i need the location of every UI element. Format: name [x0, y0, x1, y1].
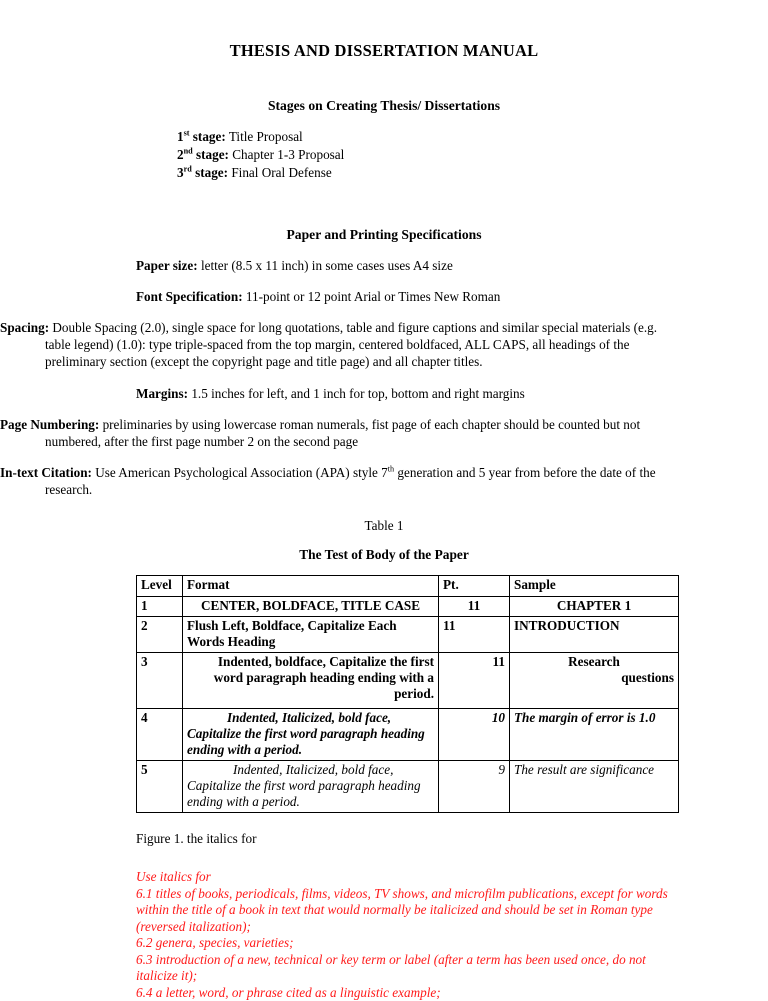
italics-note-line: 6.3 introduction of a new, technical or key term or label (after a term has been used once, do not italicize it);	[136, 951, 646, 984]
spec-label: Page Numbering:	[0, 416, 100, 432]
cell-sample: The result are significance	[510, 761, 679, 813]
cell-format: Flush Left, Boldface, Capitalize Each Words Heading	[183, 616, 439, 652]
body-format-table	[136, 575, 679, 813]
spec-spacing	[0, 319, 768, 370]
table-header-pt: Pt.	[439, 576, 510, 596]
stage-value: Final Oral Defense	[231, 164, 332, 180]
cell-level: 4	[137, 708, 183, 760]
table-row	[137, 616, 679, 652]
italics-note-line: Use italics for	[136, 869, 211, 885]
stage-ordinal-suffix: nd	[183, 146, 193, 156]
spec-label: Paper size:	[136, 257, 198, 273]
cell-level: 1	[137, 596, 183, 616]
cell-pt: 11	[439, 616, 510, 652]
spec-value: preliminaries by using lowercase roman numerals, fist page of each chapter should be counted but not numbered, after the first page number 2 on the second page	[45, 416, 641, 449]
cell-format: Indented, boldface, Capitalize the first word paragraph heading ending with a period.	[183, 652, 439, 708]
cell-level: 5	[137, 761, 183, 813]
spec-label: Spacing:	[0, 320, 50, 336]
citation-superscript: th	[387, 464, 395, 474]
stage-label: stage:	[192, 129, 226, 144]
table-header-format: Format	[183, 576, 439, 596]
spec-label: In-text Citation:	[0, 465, 92, 481]
table-row	[137, 708, 679, 760]
table-row	[137, 761, 679, 813]
stage-item	[177, 128, 768, 146]
spec-margins	[0, 385, 768, 402]
cell-sample-line2: questions	[621, 669, 674, 685]
cell-format: Indented, Italicized, bold face, Capitalize the first word paragraph heading ending with a period.	[183, 708, 439, 760]
stage-ordinal: 1	[177, 129, 184, 144]
cell-sample: The margin of error is 1.0	[510, 708, 679, 760]
stage-ordinal-suffix: rd	[183, 164, 192, 174]
stage-label: stage:	[195, 146, 229, 162]
spec-citation	[0, 464, 768, 498]
table-header-row	[137, 576, 679, 596]
italics-note-line: 6.2 genera, species, varieties;	[136, 935, 294, 951]
cell-sample-line1: Research	[568, 653, 620, 669]
cell-format: Indented, Italicized, bold face, Capitalize the first word paragraph heading ending with a period.	[183, 761, 439, 813]
stage-ordinal: 2	[177, 146, 184, 162]
stage-value: Title Proposal	[228, 129, 303, 144]
spec-label: Margins:	[136, 385, 189, 401]
cell-format: CENTER, BOLDFACE, TITLE CASE	[183, 596, 439, 616]
spec-value-b: generation and 5 year from before the date of the research.	[45, 465, 656, 498]
cell-level: 2	[137, 616, 183, 652]
cell-pt: 11	[439, 652, 510, 708]
cell-level: 3	[137, 652, 183, 708]
stage-item	[177, 146, 768, 164]
spec-value: Double Spacing (2.0), single space for long quotations, table and figure captions and similar special materials (e.g. table legend) (1.0): type triple-spaced from the top margin, centered boldfaced, ALL CAPS, all headings of the preliminary section (except the copyright page and title page) and all chapter titles.	[45, 320, 658, 370]
stage-ordinal: 3	[177, 164, 184, 180]
spec-paper-size	[0, 257, 768, 274]
table-header-sample: Sample	[510, 576, 679, 596]
spec-font	[0, 288, 768, 305]
spec-value: 1.5 inches for left, and 1 inch for top, bottom and right margins	[191, 385, 525, 401]
italics-note-block	[136, 869, 768, 1001]
cell-sample: CHAPTER 1	[510, 596, 679, 616]
cell-sample	[510, 652, 679, 708]
figure-caption: Figure 1. the italics for	[136, 831, 257, 847]
table-row	[137, 652, 679, 708]
table-header-level: Level	[137, 576, 183, 596]
specifications-heading: Paper and Printing Specifications	[286, 226, 482, 242]
table-caption-title: The Test of Body of the Paper	[299, 547, 469, 563]
page-title: THESIS AND DISSERTATION MANUAL	[229, 41, 539, 60]
spec-value: 11-point or 12 point Arial or Times New Roman	[245, 289, 501, 305]
spec-page-numbering	[0, 416, 768, 450]
stage-value: Chapter 1-3 Proposal	[232, 146, 345, 162]
stage-item	[177, 164, 768, 182]
cell-pt: 10	[439, 708, 510, 760]
table-caption-number: Table 1	[364, 518, 404, 534]
spec-label: Font Specification:	[136, 289, 243, 305]
stages-list	[0, 128, 768, 182]
italics-note-line: 6.4 a letter, word, or phrase cited as a linguistic example;	[136, 984, 441, 1000]
cell-sample: INTRODUCTION	[510, 616, 679, 652]
stage-ordinal-suffix: st	[183, 128, 190, 138]
spec-value-a: Use American Psychological Association (APA) style 7	[95, 465, 388, 481]
cell-pt: 9	[439, 761, 510, 813]
italics-note-line: 6.1 titles of books, periodicals, films, videos, TV shows, and microfilm publications, except for words within the title of a book in text that would normally be italicized and should be set in Roman type (reversed italization);	[136, 885, 668, 934]
spec-value: letter (8.5 x 11 inch) in some cases uses A4 size	[200, 257, 453, 273]
cell-pt: 11	[439, 596, 510, 616]
stages-heading: Stages on Creating Thesis/ Dissertations	[267, 98, 501, 113]
table-row	[137, 596, 679, 616]
stage-label: stage:	[195, 164, 229, 180]
